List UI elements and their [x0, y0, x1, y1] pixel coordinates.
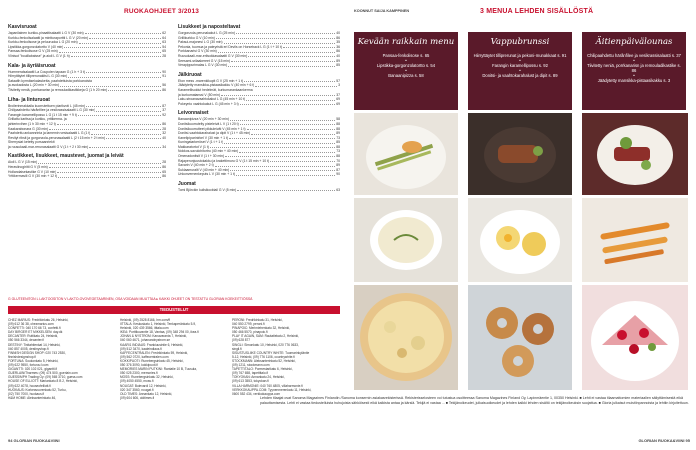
recipe-name: Chilipaahdettu härånfilee ja vesikrassisalaatti L G (30 min) — [8, 108, 96, 113]
page-ref: 90 — [336, 172, 340, 177]
dot-leader — [215, 163, 336, 166]
supplier-line: KAARI1 INDIAUS: Frankiuusintie 6, Helsinki, — [120, 342, 184, 347]
supplier-line: KOKKIPUOTI: Runebergsinkatu 45, Helsinki, — [120, 358, 184, 363]
recipe-name: Hummeralsalaatti La Coupolen tapaan G (1 h + 3 t) — [8, 69, 85, 74]
dot-leader — [71, 54, 161, 57]
card-title: Kevään raikkain menu — [357, 37, 455, 47]
dot-leader — [86, 104, 161, 107]
dot-leader — [224, 140, 335, 143]
recipe-name: Suklaamuralit V (40 min + 40 min) — [178, 167, 230, 172]
recipe-name: Japanilainen kurkku-pinaattisalaatti L G V (30 min) — [8, 31, 84, 35]
supplier-line: NOUGAT: Bulevardi 12, Helsinki, — [120, 383, 167, 388]
dot-leader — [228, 63, 335, 66]
recipe-name: Ruusukaali-mar-erlisokkasalaatti G V (30 min) — [178, 53, 248, 58]
recipe-name: Jäädytetty mansikka-pistaasikakku V (40 min + 6 t) — [178, 83, 255, 88]
dot-leader — [210, 145, 335, 148]
dot-leader — [78, 113, 161, 116]
photo-carrots — [582, 198, 688, 282]
bullet-separator: • — [405, 58, 407, 63]
bullet-separator: • — [633, 73, 635, 78]
page-ref: 88 — [336, 154, 340, 159]
dot-leader — [86, 70, 161, 73]
section-title: Kasvisruoat — [8, 24, 37, 30]
menu-item: Jäädytetty mansikka-pistaasikakku s. 3 — [597, 78, 671, 83]
page-ref: 86 — [162, 87, 166, 92]
dot-leader — [246, 97, 335, 100]
page-header: RUOKAOHJEET 3/2013 — [124, 8, 200, 15]
recipe-name: Grillikurkku G V (10 min) — [178, 35, 215, 40]
recipe-name: Tiivitetty neniä, porrkanarisn ja remouladikastikkeja G (1 h 20 min) — [8, 87, 108, 92]
dot-leader — [237, 188, 335, 191]
dot-leader — [106, 136, 161, 139]
supplier-line: JOHAN & NYSTROM: Kanavaranta 7, Helsinki, — [120, 334, 187, 339]
recipe-name: Laku-stroanavaahtokakut L G (45 min + 10 t) — [178, 97, 246, 102]
card-body — [468, 53, 572, 78]
supplier-line: (02) 750 7000, huokaus.fi — [8, 391, 45, 396]
supplier-line: 050 025 2300, memories.fi — [120, 371, 158, 376]
supplier-line: (09) 622 4078, houseofelliott.fi — [8, 383, 51, 388]
page-ref: 57 — [336, 78, 340, 83]
menu-card-brunch — [468, 32, 572, 110]
page-ref: 88 — [336, 144, 340, 149]
recipe-name: Nokkos-savulohitortru (40 min + 40 min) — [178, 149, 239, 154]
recipe-name: Broilerinmakkaila kuorrutettuen piarikvoti L (45 min) — [8, 103, 86, 108]
supplier-line: (09) 613 3553, tokyokan.fi — [232, 379, 269, 384]
supplier-line: TOKYOKAN: Annankatu 24, Helsinki, — [232, 375, 285, 380]
section-title: Liha- ja linturuoat — [8, 96, 50, 103]
recipe-name: Donitsi-vaahtokarahalust ja dipit V (1 t + 45 min) — [178, 131, 251, 136]
supplier-line: MOSS: Runebergsinkatu 32, Helsinki, — [120, 375, 174, 380]
suppliers-column-2 — [120, 318, 228, 400]
menu-item: Hiirryttäytet tilliprerunat ja pekoni-munakkaat s. 91 — [473, 53, 567, 58]
dot-leader — [57, 170, 161, 173]
photo-meat-dish — [468, 113, 572, 195]
supplier-line: HUOKAUS: Korkeavuorenkatu 52, Turku, — [8, 387, 67, 392]
dot-leader — [230, 168, 335, 171]
dot-leader — [216, 36, 335, 39]
menu-item: Donitsi- ja vaahtokarahalust ja dipit s. 89 — [482, 73, 558, 78]
suppliers-column-1 — [8, 318, 116, 400]
page-ref: 89 — [336, 58, 340, 63]
page-ref: 34 — [162, 144, 166, 149]
card-body — [582, 53, 686, 83]
recipe-name: ja avokadosta L (20 min + 30 min) — [8, 83, 60, 88]
recipe-name: Gorgonzola-perunakakut L G (25 min) — [178, 31, 235, 35]
supplier-line: FINNISH DESIGN SHOP: 020 743 2530, — [8, 350, 66, 355]
section-title: Lisukkeet ja naposteltavat — [178, 24, 241, 30]
page-ref: 92 — [162, 112, 166, 117]
dish-illustration — [468, 113, 572, 195]
page-ref: 28 — [162, 160, 166, 165]
recipe-entry — [178, 188, 340, 193]
menu-item: Banaanipizza s. 58 — [388, 73, 424, 78]
dot-leader — [96, 108, 161, 111]
dot-leader — [240, 122, 335, 125]
recipe-entry — [8, 88, 166, 93]
page-number: GLORIAN RUOKA&VIINI 95 — [638, 438, 690, 443]
dot-leader — [68, 74, 161, 77]
card-title: Vappubrunssi — [490, 37, 550, 47]
dot-leader — [224, 40, 336, 43]
page-ref: 28 — [162, 126, 166, 131]
page-ref: 87 — [336, 167, 340, 172]
page-ref: 58 — [336, 117, 340, 122]
recipe-name: Seesami-srilaakereet G V (15 min) — [178, 58, 231, 63]
supplier-line: MEMORIES MARIN PUTKINI: Rantatie 10 B, Tuusula, — [120, 367, 197, 372]
supplier-line: VERKKOKAUPPA.COM: Tyynenmerenkatu 11, Helsinki, — [232, 387, 312, 392]
supplier-line: H&M HOME: Aleksanterinkatu 46, — [8, 395, 57, 400]
recipe-section — [178, 110, 340, 177]
page-ref: 86 — [162, 121, 166, 126]
supplier-line: 050 376 3090, kokkipuoti.fi — [120, 363, 158, 368]
bullet-separator: • — [633, 58, 635, 63]
page-ref: 86 — [162, 174, 166, 179]
dot-leader — [229, 136, 335, 139]
recipe-name: Pokeynto vaahtokakut L G (45 min + 3 t) — [178, 101, 239, 106]
recipe-section — [178, 181, 340, 193]
recipe-name: Paahdettu ankannrinta ja lamemin vesisalaatti L G (1 t) — [8, 131, 91, 136]
page-ref: 3 — [338, 83, 340, 88]
recipe-section — [8, 63, 166, 93]
page-ref: 64 — [162, 35, 166, 40]
pizza-illustration — [354, 285, 458, 390]
recipe-name: Sherrysiat ketetty porsaanriekit — [8, 140, 55, 145]
dot-leader — [59, 49, 161, 52]
recipe-column-2 — [178, 24, 340, 197]
page-ref: 56 — [162, 83, 166, 88]
recipe-name: Kaakarabonara G (30 min) — [8, 126, 49, 131]
menu-item: Farangin karamellipossu s. 92 — [492, 63, 548, 68]
supplier-line: DESTINY: Tinitahtienkat 14, Helsinki, — [8, 342, 61, 347]
menu-card-spring — [354, 32, 458, 110]
page-ref: 88 — [336, 126, 340, 131]
page-ref: 91 — [162, 74, 166, 79]
supplier-line: (09) 1211, stockmann.com — [232, 363, 270, 368]
dot-leader — [60, 83, 161, 86]
supplier-line: HOUSE OF ELLIOTT: Mariankatu 8 B 2, Helsinki, — [8, 379, 78, 384]
recipe-entry — [178, 63, 340, 68]
page-ref: 62 — [162, 31, 166, 35]
supplier-line: 040 550 2799, peroni.fi — [232, 322, 265, 327]
recipe-name: Revityt ribsit ja gorgonzola-perunasalaatti L (2 t 15 min + 2 t min) — [8, 135, 106, 140]
menu-item: Chilipaahdettu härånfilee ja vesikrassisalaatti s. 37 — [587, 53, 681, 58]
supplier-line: SISUSTUSLIIKE COUNTRY WHITE: Tuomarinkyläntie — [232, 350, 310, 355]
dot-leader — [38, 160, 161, 163]
supplier-line: (09) 604 606, oldtimes.fi — [120, 395, 155, 400]
recipe-name: Makkaratortut V (1 t) — [178, 144, 209, 149]
page-ref: 40 — [162, 135, 166, 140]
recipe-section — [8, 97, 166, 150]
recipe-entry — [178, 102, 340, 107]
menu-item: Tiivitetty neniä, porrkanarisn ja remouladikastike s. 86 — [587, 63, 681, 73]
supplier-line: KAFFECENTRALEN: Fredrikinkatu 59, Helsinki, — [120, 350, 189, 355]
dot-leader — [225, 154, 335, 157]
dot-leader — [85, 31, 162, 34]
page-ref: 63 — [162, 40, 166, 45]
page-number: 94 GLORIAN RUOKA&VIINI — [8, 438, 60, 443]
supplier-line: PINAPOIC: Merimiehenkatu 32, Helsinki, — [232, 326, 290, 331]
recipe-name: Kurkku-fenkolisose ja peluuruoka L G (20 min) — [8, 40, 78, 45]
photo-strawberry-cake — [582, 285, 688, 390]
recipe-name: Hollandaisekastike G V (10 min) — [8, 169, 57, 174]
supplier-line: 050 466 5570, pinapoic.fi — [232, 330, 268, 335]
supplier-line: PERONI: Fredrikinkatu 31, Helsinki, — [232, 318, 283, 322]
recipe-name: Donitsikuorrutteet pikkuleivät V (45 min + 1 t) — [178, 126, 246, 131]
supplier-line: STOCKMANN: Aleksanterinkatu 52, Helsinki, — [232, 358, 296, 363]
dot-leader — [49, 127, 161, 130]
supplier-line: Helsinki, (09) 2528 8166, hm.com/fi — [120, 318, 171, 322]
recipe-name: Aioli L G V (15 min) — [8, 160, 38, 165]
supplier-line: (09) 612 36 38, chezmarius.com — [8, 322, 54, 327]
supplier-line: 050 566 3344, decanter.fi — [8, 338, 44, 343]
supplier-line: GUESS/MPH Trading Oy: (09) 565 3710, guess.com — [8, 375, 83, 380]
page-ref: 70 — [336, 158, 340, 163]
photo-egg-muffins — [468, 198, 572, 282]
recipe-name: Unkonvernenkeputs L V (30 min + 1 t) — [178, 172, 236, 177]
recipe-name: Donitsikuorrutelty pisteleivä L V (1 t 20 t) — [178, 121, 239, 126]
recipe-name: Viinisut "bouillabaisse" ja aioli L G V (1 h) — [8, 53, 70, 58]
recipe-name: Omenadonitsit V (1 t + 30 min) — [178, 154, 225, 159]
recipe-name: ja kurkumatanssi V (50 min) — [178, 92, 221, 97]
dot-leader — [218, 49, 335, 52]
card-title: Äitienpäivälounas — [595, 37, 673, 47]
page-ref: 88 — [336, 121, 340, 126]
menu-item: Lipstikka-gorgonzolatortto s. 54 — [376, 63, 436, 68]
supplier-line: VILLA HARMONIE: 040 760 4805, villaharmonie.fi — [232, 383, 303, 388]
menu-card-mothers-day — [582, 32, 686, 110]
dot-leader — [49, 165, 161, 168]
page-ref: 32 — [162, 131, 166, 136]
menu-item: Pansaa-fenkolisose s. 65 — [382, 53, 430, 58]
recipe-name: Rajaperunjuustokakku ja krakettimuru G V (1 t 15 min + 10 t) — [178, 158, 270, 163]
section-title: Leivonnaiset — [178, 110, 209, 117]
dot-leader — [58, 174, 161, 177]
recipe-entry — [8, 145, 166, 150]
supplier-line: IITTALA: Keskuskatu 1, Helsinki, Tenkaperänkatu 5-9, — [120, 322, 197, 327]
legend: G GLUTEENITON L LAKTOOSITON V LAKTO-OVOVEGETAARINEN, OSA VOIDAAN MUUTTAA ▸ KAIKKI OHJEET ON TESTATTU GLORIAN KOEKEITTIÖSSÄ — [8, 297, 253, 301]
supplier-line: SINGLI: Simonkatu 10, Helsinki, 020 776 0633, — [232, 342, 299, 347]
page-ref: 87 — [162, 103, 166, 108]
dot-leader — [239, 149, 335, 152]
recipe-name: Paksui-majonesi L G (30 min) — [178, 40, 223, 45]
supplier-line: (09) 4050 4550, moss.fi — [120, 379, 154, 384]
recipe-name: ja ruusukaali-mar-rerunasalaatti G V (1 t + 2 t 30 min) — [8, 144, 89, 149]
legal-caption: Lehden tilaajat ovat Sanoma Magazines Finlandin /Sanoma konsernin asiakasrekisterissä. Rekisterisselosteen voi tutustua osoitteessa Sanoma Magazines Finland Oy, Lapinmäentie 1, 00350 Helsinki. ■ Lehti ei vastaa tilaamattomien materiaalien säilyttämisestä eikä palauttamisesta. Lehti ei vastaa tiedustelluista huhujoista sähköisesti eikä kaikista antaa ja kärsiä. Tekijä ei vastaa ... ■ Tekijänoikeudet, julkaisuoikeudet ja lehden kaikki lehden sisältö on tekijänoikeuksin suojattua. ■ Gloria julkaisut muistiinpannoista ja lehtiin kirjoitettuun. — [260, 396, 689, 405]
page-ref: 63 — [336, 188, 340, 193]
page-ref: 65 — [162, 169, 166, 174]
dot-leader — [231, 59, 335, 62]
page-ref: 35 — [336, 40, 340, 45]
page-ref: 85 — [336, 63, 340, 68]
donuts-illustration — [468, 285, 572, 390]
supplier-line: TAPETTITALO: Pormestarikatu 6, Helsinki, — [232, 367, 293, 372]
supplier-line: GIGANTTI: 020 102 021, gigantti.fi — [8, 367, 58, 372]
supplier-line: CHEZ MARIUS: Fredrikinkatu 26, Helsinki, — [8, 318, 69, 322]
page-ref: 69 — [336, 101, 340, 106]
recipe-name: Kurkku-fenkolisalaatti ja mintturaporitti L G V (20 min) — [8, 35, 89, 40]
plate-illustration — [582, 113, 688, 195]
recipe-name: Eton mess -marenkikupit G V (25 min + 1 t) — [178, 78, 244, 83]
page-ref: 54 — [162, 44, 166, 49]
dot-leader — [251, 131, 335, 134]
recipe-name: Farangin karamellipossu L G (1 t 15 min + 9 t) — [8, 112, 77, 117]
page-ref: 40 — [336, 53, 340, 58]
page-ref: 65 — [162, 49, 166, 54]
photo-pizza — [354, 285, 458, 390]
supplier-line: PLAY IT AGAIN, SAM: Rautatiekatu 2, Helsinki, — [232, 334, 299, 339]
recipe-section — [8, 153, 166, 178]
supplier-line: OLD TIMES: Annankatu 12, Helsinki, — [120, 391, 173, 396]
recipe-name: Kanelipiparinirkel V (30 min + 1 t) — [178, 135, 229, 140]
bullet-separator: • — [405, 68, 407, 73]
page-ref: 73 — [336, 149, 340, 154]
dot-leader — [79, 40, 162, 43]
supplier-line: (09) 628 877 — [232, 338, 251, 343]
dot-leader — [89, 145, 161, 148]
recipe-section — [178, 72, 340, 107]
page-ref: 40 — [336, 31, 340, 35]
bullet-separator: • — [519, 58, 521, 63]
recipe-name: Lipstikka-gorgonzolatortto V (40 min) — [8, 44, 64, 49]
supplier-line: (09) 622 9550, fortuna-f.com — [8, 363, 49, 368]
dot-leader — [230, 117, 335, 120]
dot-leader — [91, 131, 161, 134]
recipe-name: Heraviinogiritti G V (5 min) — [8, 165, 48, 170]
recipe-entry — [8, 174, 166, 179]
photo-beef-salad — [582, 113, 688, 195]
supplier-line: Helsinki, 020 439 3566, iittala.com — [120, 326, 169, 331]
bowl-illustration — [354, 198, 458, 282]
supplier-line: singli.fi — [232, 346, 242, 351]
recipe-name: Porkkanarisi G V (30 min) — [178, 49, 217, 54]
dot-leader — [57, 122, 161, 125]
supplier-line: finnishdesignshop.fi — [8, 354, 36, 359]
byline: KOONNUT SAIJA KAMPPINEN — [354, 9, 410, 13]
supplier-line: DECANTER: Ruttikatu 24, Helsinki, — [8, 334, 59, 339]
section-title: Juomat — [178, 181, 196, 188]
card-body — [354, 53, 458, 78]
supplier-line: 040 060 4671, johanandnystrom.se — [120, 338, 170, 343]
recipe-section — [178, 24, 340, 68]
recipe-entry — [178, 172, 340, 177]
recipe-name: Verapippurimalas L G V (30 min) — [178, 63, 228, 68]
page-ref: 86 — [336, 49, 340, 54]
carrot-illustration — [582, 198, 688, 282]
dot-leader — [221, 93, 335, 96]
page-ref: 86 — [162, 165, 166, 170]
page-ref: 28 — [162, 53, 166, 58]
supplier-line: (09) 767 658, tapettitalo.fi — [232, 371, 269, 376]
photo-asparagus-dish — [354, 113, 458, 195]
page-ref: 86 — [336, 35, 340, 40]
supplier-line: DAY BIRGER ET MIKKELSEN: day.dk — [8, 330, 63, 335]
dot-leader — [255, 83, 337, 86]
page-ref: 36 — [336, 44, 340, 49]
recipe-name: Pansaa-fenkolisose G V (25 min) — [8, 49, 58, 54]
cake-illustration — [582, 285, 688, 390]
supplier-line: 0600 552 434, verkkokauppa.com — [232, 391, 281, 396]
dot-leader — [270, 159, 335, 162]
supplier-line: GUERLAIN/Tharmes: (09) 474 500, guerlain.com — [8, 371, 78, 376]
recipe-name: Tomi Björckin kuilsikocktail G V (5 min) — [178, 188, 237, 193]
supplier-line: 040 857 4005, destinyshop.fi — [8, 346, 49, 351]
recipe-section — [8, 24, 166, 59]
dot-leader — [236, 31, 335, 34]
page-ref: 90 — [162, 69, 166, 74]
dot-leader — [236, 172, 335, 175]
recipe-name: Hiirryttäytet tilliprerunakitsi L G (30 min) — [8, 74, 68, 79]
supplier-line: (09) 562 0720, kaffecentralen.com — [120, 354, 169, 359]
dot-leader — [247, 127, 336, 130]
recipe-name: jahterinvihen (1 h 30 min + 12 t) — [8, 121, 56, 126]
supplier-line: (09) 512 3470, kaaleindiaus.fi — [120, 346, 162, 351]
recipe-name: Grillattu karitsa ja kurkku, yrttikerma- ja — [8, 117, 67, 122]
supplier-line: IKEA: Porttikuvantie 18, Vantaa, (09) 348 294 00, ikea.fi — [120, 330, 199, 335]
page-ref: 69 — [336, 97, 340, 102]
page-ref: 89 — [336, 163, 340, 168]
section-title: Kastikkeet, lisukkeet, maustevet, juomat ja leivät — [8, 153, 124, 160]
supplier-line: 020 347 3560, nougat.fi — [120, 387, 154, 392]
plate-illustration — [468, 198, 572, 282]
dot-leader — [108, 88, 161, 91]
dot-leader — [240, 102, 336, 105]
dot-leader — [248, 54, 335, 57]
dot-leader — [89, 36, 161, 39]
supplier-title: TIEDUSTELUT — [8, 306, 340, 314]
recipe-name: Karamellisoidut hedelmät, kurkumarankaankerma — [178, 87, 253, 92]
plate-illustration — [354, 113, 458, 195]
recipe-column-1 — [8, 24, 166, 183]
recipe-name: Kuningatarkeröset V (1 t + 1 t) — [178, 140, 224, 145]
supplier-line: CONFETTI: 040 170 66 73, confetti.fi — [8, 326, 61, 331]
recipe-name: Banaanipizza V (20 min + 30 min) — [178, 117, 229, 122]
page-ref: 85 — [336, 140, 340, 145]
suppliers-column-3 — [232, 318, 342, 396]
section-title: Kala- ja äyriäisruoat — [8, 62, 56, 69]
recipe-entry — [8, 54, 166, 59]
page-ref: 89 — [336, 131, 340, 136]
dot-leader — [283, 45, 335, 48]
recipe-name: Savarin V (40 min + 2 t) — [178, 163, 214, 168]
recipe-name: Pekonia, tuumua ja pateyristä eri Devils on Horseback L G (1 t + 10 t) — [178, 44, 283, 49]
supplier-line: 5-12, Helsinki, (09) 776 1106, countrywhite.fi — [232, 354, 295, 359]
photo-soup — [354, 198, 458, 282]
page-ref: 37 — [162, 108, 166, 113]
page-ref: 37 — [336, 92, 340, 97]
dot-leader — [244, 79, 335, 82]
page-header: 3 MENUA LEHDEN SISÄLLÖSTÄ — [480, 8, 594, 15]
photo-donuts — [468, 285, 572, 390]
bullet-separator: • — [519, 68, 521, 73]
dot-leader — [64, 45, 161, 48]
recipe-name: Sataaith kyrmäsekalasketta, paahdettuista porkkanoista — [8, 78, 92, 83]
recipe-name: Yrttikermavili G V (30 min + 12 t) — [8, 174, 58, 179]
section-title: Jälkiruoat — [178, 71, 202, 78]
supplier-line: FORTUNA: Soukonkatu 5, Helsinki, — [8, 358, 59, 363]
page-ref: 73 — [336, 135, 340, 140]
